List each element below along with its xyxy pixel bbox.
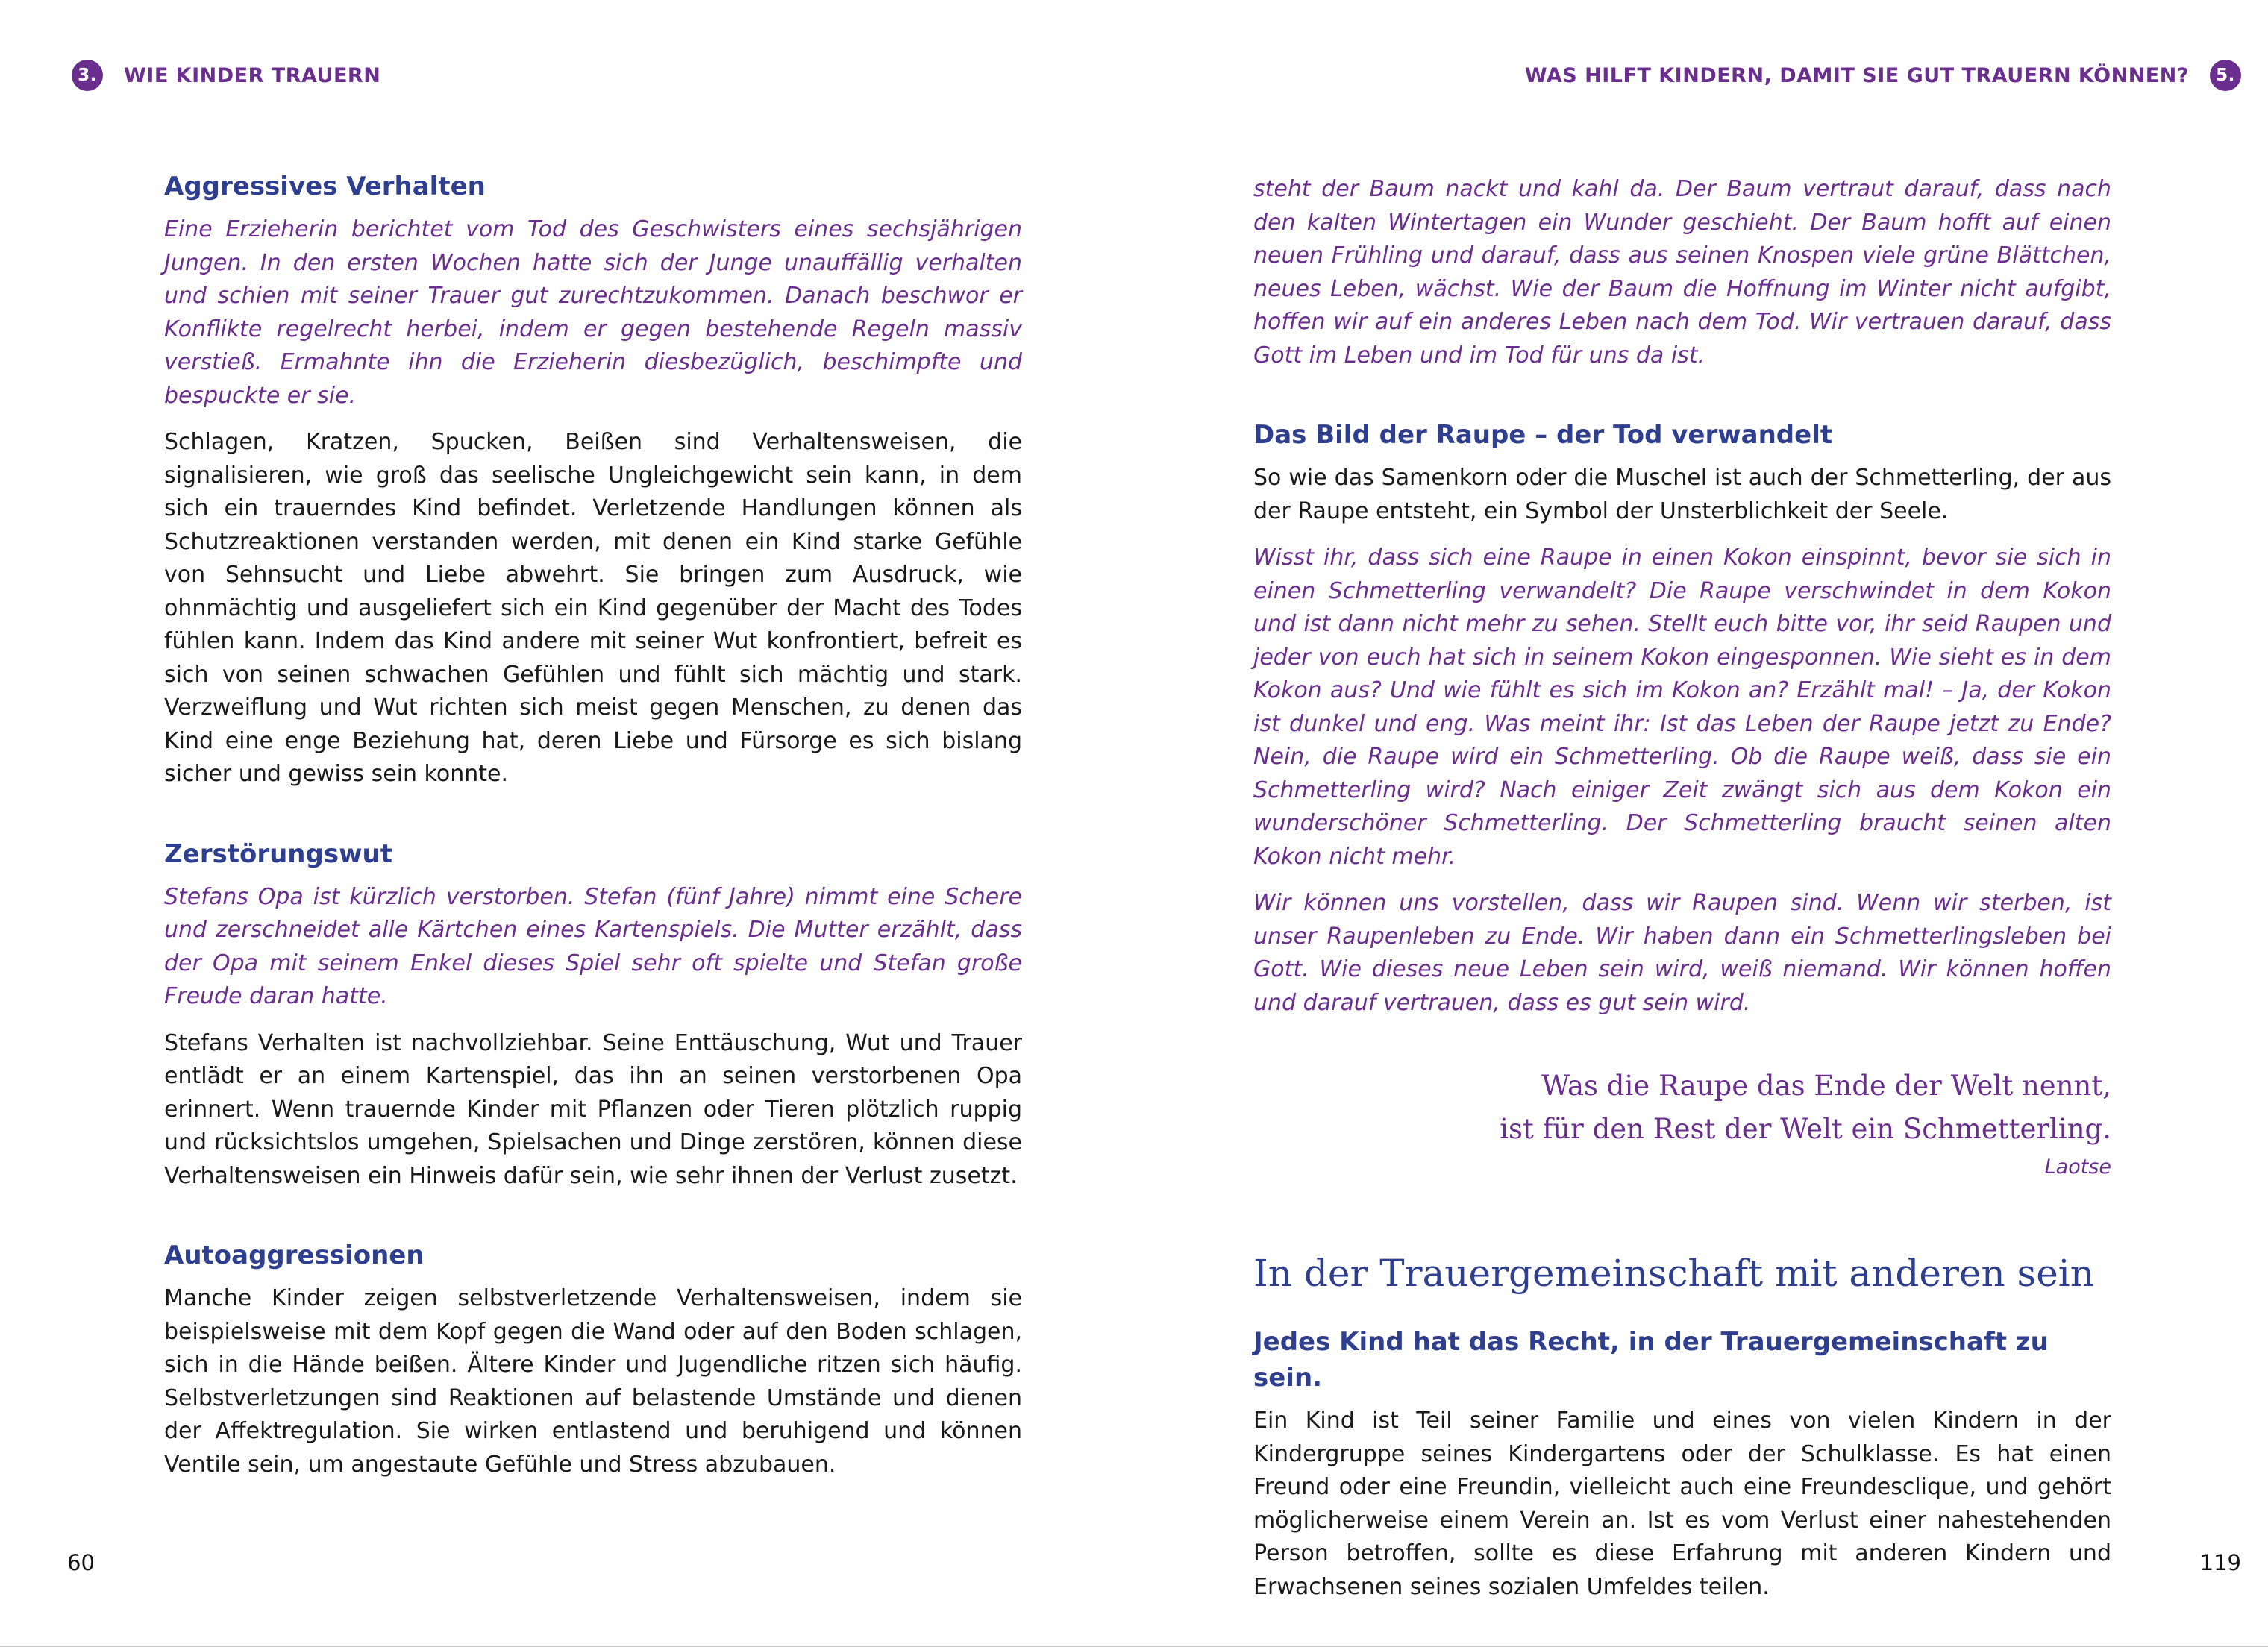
example-text: Eine Erzieherin berichtet vom Tod des Geschwisters eines sechsjährigen Jungen. In den ersten Wochen hatte sich der Junge unauffällig verhalten und schien mit seiner Trauer gut zurechtzukommen. Danach beschwor er Konflikte regelrecht herbei, indem er gegen bestehende Regeln massiv verstieß. Ermahnte ihn die Erzieherin diesbezüglich, beschimpfte und bespuckte er sie. xyxy=(164,216,1022,409)
body-text: Stefans Verhalten ist nachvollziehbar. Seine Enttäuschung, Wut und Trauer entlädt er an einem Kartenspiel, das ihn an seinen verstorbenen Opa erinnert. Wenn trauernde Kinder mit Pflanzen oder Tieren plötzlich ruppig und rücksichtslos umgehen, Spielsachen und Dinge zerstören, können diese Verhaltensweisen ein Hinweis dafür sein, wie sehr ihnen der Verlust zusetzt. xyxy=(164,1029,1022,1189)
story-italic-text-2: Wir können uns vorstellen, dass wir Raupen sind. Wenn wir sterben, ist unser Raupenleben zu Ende. Wir haben dann ein Schmetterlingsleben bei Gott. Wie dieses neue Leben sein wird, weiß niemand. Wir können hoffen und darauf vertrauen, dass es gut sein wird. xyxy=(1253,890,2111,1016)
chapter-title: In der Trauergemeinschaft mit anderen sein xyxy=(1253,1252,2094,1295)
body-text: So wie das Samenkorn oder die Muschel ist auch der Schmetterling, der aus der Raupe entsteht, ein Symbol der Unsterblichkeit der Seele. xyxy=(1253,465,2111,524)
body-text: Manche Kinder zeigen selbstverletzende Verhaltensweisen, indem sie beispielsweise mit dem Kopf gegen die Wand oder auf den Boden schlagen, sich in die Hände beißen. Ältere Kinder und Jugendliche ritzen sich häufig. Selbstverletzungen sind Reaktionen auf belastende Umstände und dienen der Affektregulation. Sie wirken entlastend und beruhigend und können Ventile sein, um angestaute Gefühle und Stress abzubauen. xyxy=(164,1285,1022,1478)
quote-line-2: ist für den Rest der Welt ein Schmetterling. xyxy=(1500,1113,2111,1145)
quote-author: Laotse xyxy=(2044,1155,2111,1179)
sub-heading: Jedes Kind hat das Recht, in der Trauergemeinschaft zu sein. xyxy=(1253,1327,2049,1393)
section-heading-zerstoerungswut: Zerstörungswut xyxy=(164,838,392,869)
right-column xyxy=(1253,173,2111,1617)
section-heading-autoaggressionen: Autoaggressionen xyxy=(164,1240,425,1270)
section-heading-aggressives-verhalten: Aggressives Verhalten xyxy=(164,172,486,201)
running-head-title: WAS HILFT KINDERN, DAMIT SIE GUT TRAUERN KÖNNEN? xyxy=(1524,63,2189,87)
right-page xyxy=(1134,0,2268,1647)
running-head-left xyxy=(72,60,380,91)
section-heading-raupe: Das Bild der Raupe – der Tod verwandelt xyxy=(1253,420,1833,450)
page-number-right: 119 xyxy=(2199,1550,2241,1575)
example-text: Stefans Opa ist kürzlich verstorben. Stefan (fünf Jahre) nimmt eine Schere und zerschneidet alle Kärtchen eines Kartenspiels. Die Mutter erzählt, dass der Opa mit seinem Enkel dieses Spiel sehr oft spielte und Stefan große Freude daran hatte. xyxy=(164,883,1022,1009)
body-text: Ein Kind ist Teil seiner Familie und eines von vielen Kindern in der Kindergruppe seines Kindergartens oder der Schulklasse. Es hat einen Freund oder eine Freundin, vielleicht auch eine Freundesclique, und gehört möglicherweise einem Verein an. Ist es vom Verlust einer nahestehenden Person betroffen, sollte es diese Erfahrung mit anderen Kindern und Erwachsenen seines sozialen Umfeldes teilen. xyxy=(1253,1408,2111,1600)
running-head-right xyxy=(1525,60,2241,91)
chapter-number-badge: 5. xyxy=(2210,60,2241,91)
body-text: Schlagen, Kratzen, Spucken, Beißen sind Verhaltensweisen, die signalisieren, wie groß das seelische Ungleichgewicht sein kann, in dem sich ein trauerndes Kind befindet. Verletzende Handlungen können als Schutzreaktionen verstanden werden, mit denen ein Kind starke Gefühle von Sehnsucht und Liebe abwehrt. Sie bringen zum Ausdruck, wie ohnmächtig und ausgeliefert sich ein Kind gegenüber der Macht des Todes fühlen kann. Indem das Kind andere mit seiner Wut konfrontiert, befreit es sich von seinen schwachen Gefühlen und fühlt sich mächtig und stark. Verzweiflung und Wut richten sich meist gegen Menschen, zu denen das Kind eine enge Beziehung hat, deren Liebe und Fürsorge es sich bislang sicher und gewiss sein konnte. xyxy=(164,429,1022,787)
story-italic-text: Wisst ihr, dass sich eine Raupe in einen Kokon einspinnt, bevor sie sich in einen Schmetterling verwandelt? Die Raupe verschwindet in dem Kokon und ist dann nicht mehr zu sehen. Stellt euch bitte vor, ihr seid Raupen und jeder von euch hat sich in seinem Kokon eingesponnen. Wie sieht es in dem Kokon aus? Und wie fühlt es sich im Kokon an? Erzählt mal! – Ja, der Kokon ist dunkel und eng. Was meint ihr: Ist das Leben der Raupe jetzt zu Ende? Nein, die Raupe wird ein Schmetterling. Ob die Raupe weiß, dass sie ein Schmetterling wird? Nach einiger Zeit zwängt sich aus dem Kokon ein wunderschöner Schmetterling. Der Schmetterling braucht seinen alten Kokon nicht mehr. xyxy=(1253,545,2111,870)
left-column xyxy=(164,169,1022,1495)
page-number-left: 60 xyxy=(67,1550,95,1575)
intro-italic-text: steht der Baum nackt und kahl da. Der Baum vertraut darauf, dass nach den kalten Wintertagen ein Wunder geschieht. Der Baum hofft auf einen neuen Frühling und darauf, dass aus seinen Knospen viele grüne Blättchen, neues Leben, wächst. Wie der Baum die Hoffnung im Winter nicht aufgibt, hoffen wir auf ein anderes Leben nach dem Tod. Wir vertrauen darauf, dass Gott im Leben und im Tod für uns da ist. xyxy=(1253,176,2111,368)
running-head-title: WIE KINDER TRAUERN xyxy=(124,63,381,87)
chapter-number-badge: 3. xyxy=(72,60,103,91)
quote-block xyxy=(1253,1064,2111,1151)
quote-line-1: Was die Raupe das Ende der Welt nennt, xyxy=(1541,1070,2111,1102)
